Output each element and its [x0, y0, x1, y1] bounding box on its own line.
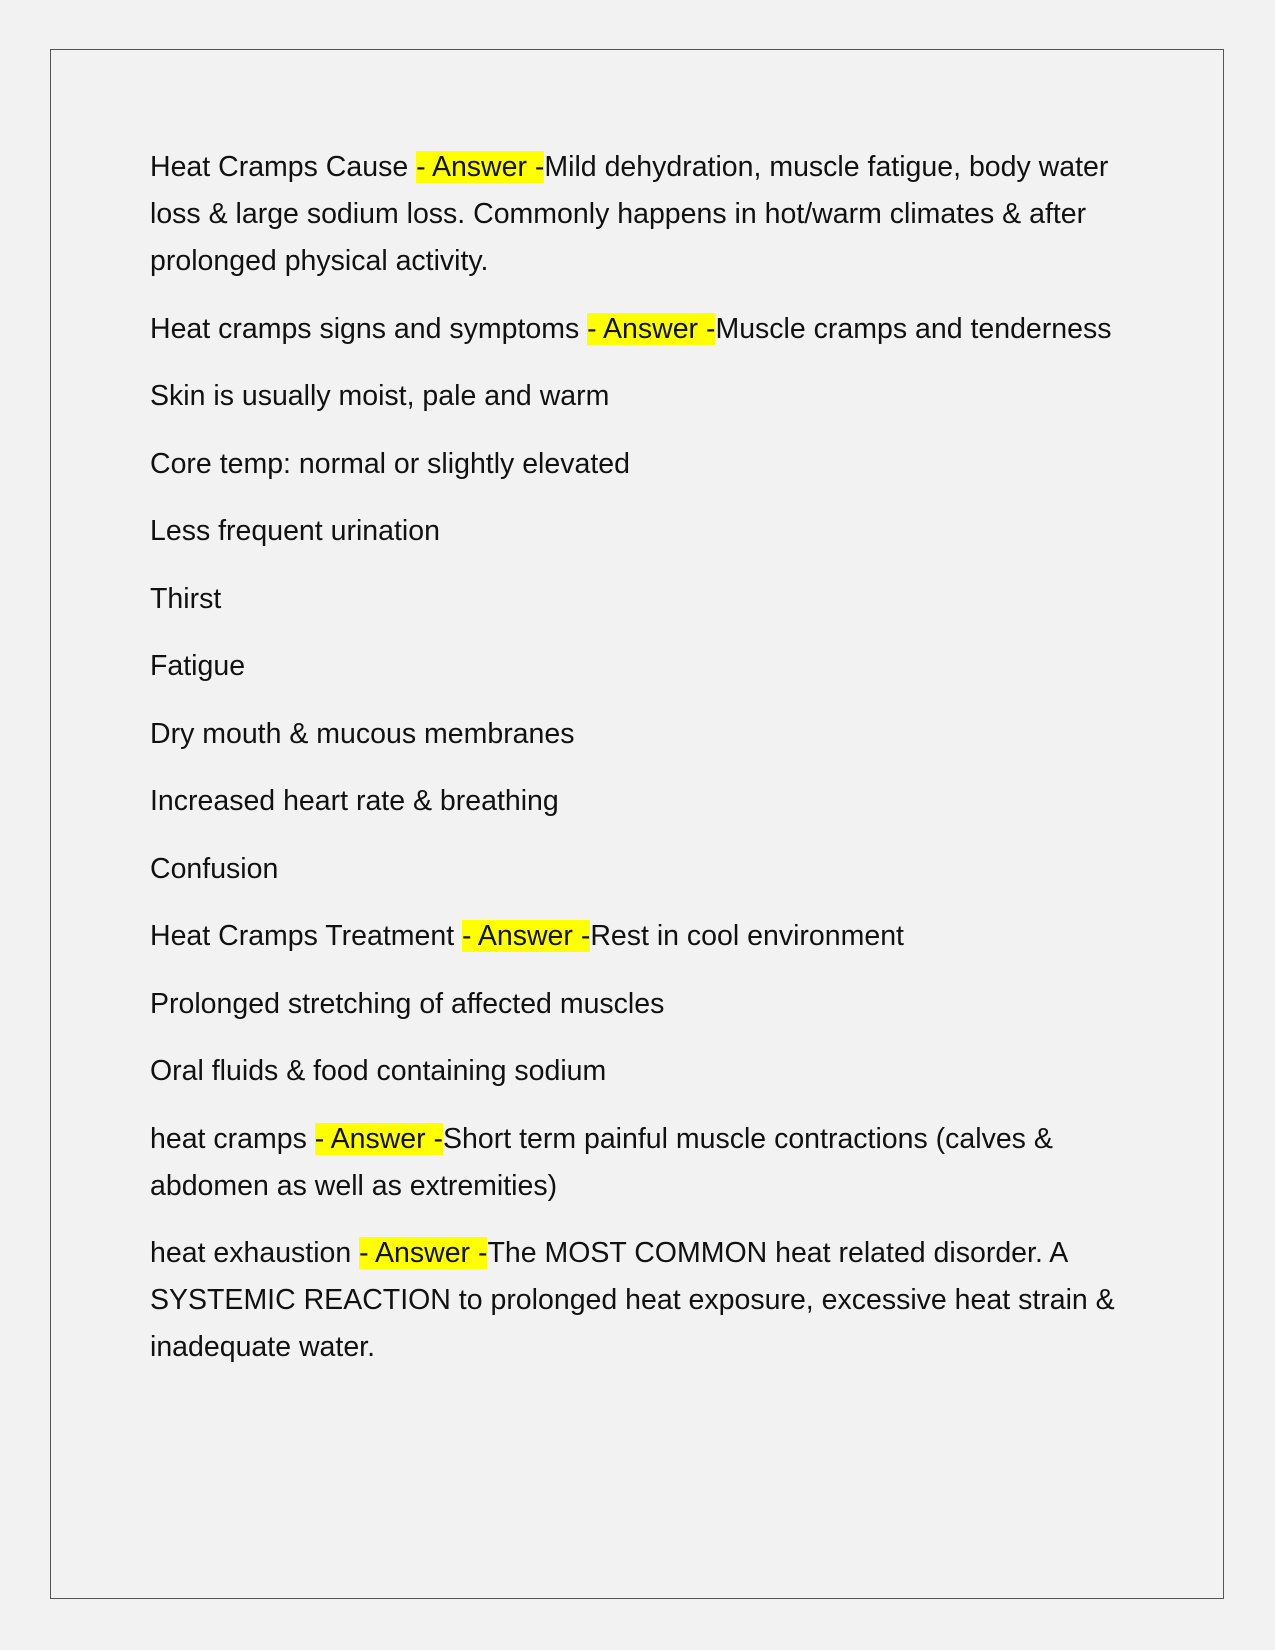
- text-line: Core temp: normal or slightly elevated: [150, 447, 630, 480]
- answer-marker: - Answer -: [314, 1122, 444, 1155]
- answer-text: Mild dehydration, muscle fatigue, body water loss & large sodium loss. Commonly happens in hot/warm climates & after prolonged physical activity.: [150, 151, 1109, 277]
- text-line: Thirst: [150, 582, 222, 615]
- text-line: Prolonged stretching of affected muscles: [150, 987, 665, 1020]
- text-line: Dry mouth & mucous membranes: [150, 717, 575, 750]
- term-text: Heat Cramps Treatment: [150, 920, 463, 952]
- answer-text: The MOST COMMON heat related disorder. A SYSTEMIC REACTION to prolonged heat exposure, excessive heat strain & inadequate water.: [150, 1237, 1115, 1363]
- qa-entry-heat-cramps-treatment: [150, 913, 1140, 960]
- answer-text: Muscle cramps and tenderness: [715, 312, 1112, 345]
- text-line: Confusion: [150, 852, 279, 885]
- answer-text: Rest in cool environment: [590, 920, 904, 952]
- qa-entry-heat-exhaustion: [150, 1230, 1140, 1371]
- qa-entry-heat-cramps: [150, 1116, 1140, 1210]
- text-line: Increased heart rate & breathing: [150, 785, 559, 817]
- text-line: Skin is usually moist, pale and warm: [150, 380, 610, 412]
- term-text: Heat cramps signs and symptoms: [150, 312, 588, 345]
- answer-marker: - Answer -: [587, 312, 716, 345]
- text-line: Fatigue: [150, 650, 246, 682]
- document-body: [150, 144, 1140, 1392]
- qa-entry-heat-cramps-signs: [150, 306, 1140, 353]
- answer-marker: - Answer -: [359, 1237, 488, 1269]
- answer-text: Short term painful muscle contractions (calves & abdomen as well as extremities): [150, 1122, 1053, 1202]
- term-text: heat exhaustion: [150, 1237, 360, 1269]
- term-text: heat cramps: [150, 1122, 315, 1155]
- text-line: Oral fluids & food containing sodium: [150, 1055, 607, 1087]
- answer-marker: - Answer -: [416, 151, 545, 183]
- term-text: Heat Cramps Cause: [150, 151, 417, 183]
- text-line: Less frequent urination: [150, 515, 440, 547]
- qa-entry-heat-cramps-cause: [150, 144, 1140, 285]
- answer-marker: - Answer -: [462, 920, 591, 952]
